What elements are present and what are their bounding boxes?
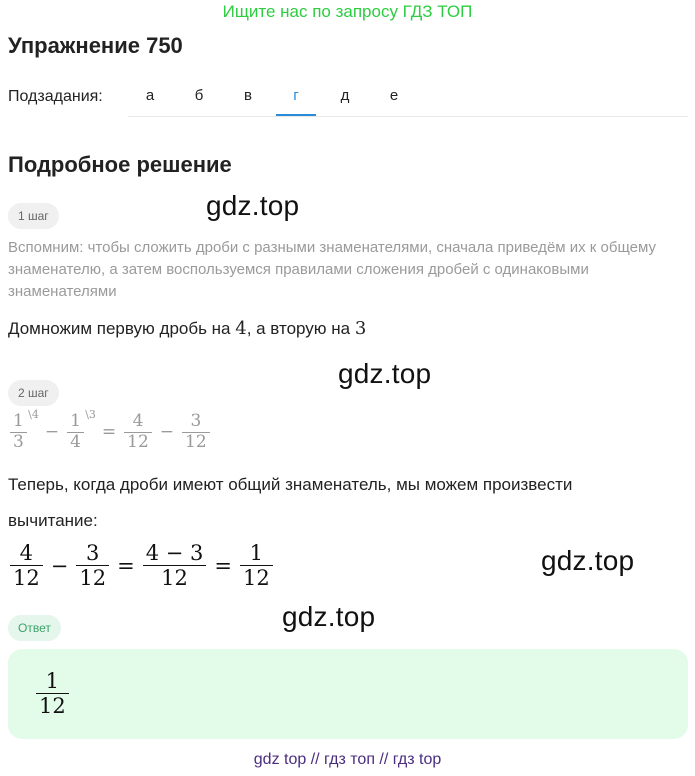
watermark: gdz.top — [206, 190, 300, 221]
operator: − — [159, 422, 175, 443]
fraction: $\frac{4 - 3}{12}$ — [143, 541, 207, 590]
multiplier-1: 4 — [235, 318, 247, 339]
multiplier-superscript: \4 — [28, 408, 39, 421]
watermark: gdz.top — [338, 358, 432, 389]
footer-links[interactable]: gdz top // гдз топ // гдз top — [253, 751, 442, 768]
answer-box — [8, 649, 688, 739]
fraction: $\frac{3}{12}$ — [76, 541, 109, 590]
subtasks-label: Подзадания: — [8, 88, 103, 105]
tab-e[interactable]: е — [389, 87, 399, 104]
step-1-badge: 1 шаг — [8, 203, 59, 229]
fraction: $\frac{1}{12}$ — [240, 541, 273, 590]
promo-banner: Ищите нас по запросу ГДЗ ТОП — [222, 2, 473, 21]
operator: − — [44, 422, 60, 443]
fraction: 1 4 \3 — [67, 412, 84, 452]
fraction: $\frac{4}{12}$ — [10, 541, 43, 590]
solution-title: Подробное решение — [8, 152, 232, 177]
operator: = — [101, 422, 117, 443]
answer-fraction — [34, 669, 71, 718]
step-1-hint: Вспомним: чтобы сложить дроби с разными знаменателями, сначала приведём их к общему знаменателю, а затем воспользуемся правилами сложения дробей с одинаковыми знаменателями — [8, 239, 656, 300]
tab-v[interactable]: в — [244, 87, 252, 104]
step-2-text-line-2: вычитание: — [8, 511, 98, 530]
tab-a[interactable]: а — [145, 87, 155, 104]
page-title: Упражнение 750 — [8, 33, 183, 58]
multiplier-superscript: \3 — [85, 408, 96, 421]
answer-badge: Ответ — [8, 615, 61, 641]
step-1-text-middle: , а вторую на — [246, 319, 355, 338]
operator: = — [214, 553, 232, 578]
tab-d[interactable]: д — [340, 87, 350, 104]
multiplier-2: 3 — [354, 318, 367, 339]
fraction: 1 3 \4 — [10, 412, 27, 452]
operator: = — [117, 553, 135, 578]
subtraction-expression — [8, 541, 275, 590]
step-1-text-before: Домножим первую дробь на — [8, 319, 236, 338]
fraction: $\frac{3}{12}$ — [182, 412, 210, 452]
subtasks-tabs — [128, 80, 688, 117]
fraction: $\frac{4}{12}$ — [124, 412, 152, 452]
step-1-text — [8, 318, 366, 340]
watermark: gdz.top — [541, 545, 635, 576]
operator: − — [50, 553, 69, 578]
watermark: gdz.top — [282, 601, 376, 632]
step-2-badge: 2 шаг — [8, 380, 59, 406]
tab-g[interactable]: г — [276, 80, 316, 116]
fraction: $\frac{1}{12}$ — [36, 669, 69, 718]
step-2-expression — [8, 408, 212, 452]
step-2-text-line-1: Теперь, когда дроби имеют общий знаменатель, мы можем произвести — [8, 475, 573, 494]
tab-b[interactable]: б — [194, 87, 204, 104]
